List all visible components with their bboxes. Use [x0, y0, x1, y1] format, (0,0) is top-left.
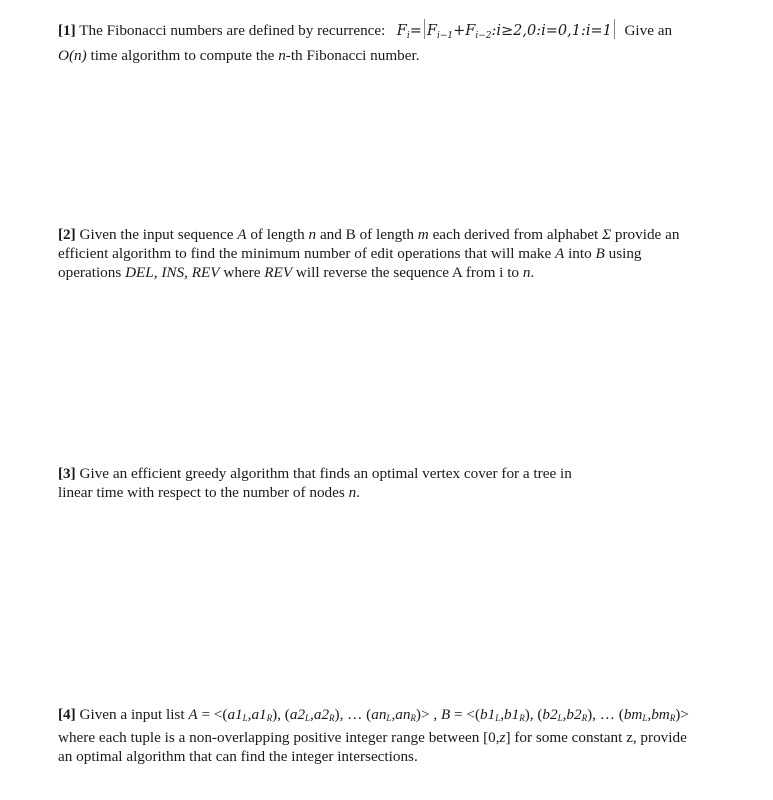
- question-number: [2]: [58, 226, 76, 243]
- question-4-line-3: an optimal algorithm that can find the integer intersections.: [58, 748, 418, 765]
- question-1-line-2: O(n) time algorithm to compute the n-th Fibonacci number.: [58, 47, 420, 64]
- question-3-line-1: [3] Give an efficient greedy algorithm that finds an optimal vertex cover for a tree in: [58, 465, 572, 482]
- question-3-line-2: linear time with respect to the number of nodes n.: [58, 484, 360, 501]
- question-2-line-1: [2] Given the input sequence A of length n and B of length m each derived from alphabet Σ provide an: [58, 226, 680, 243]
- question-2-line-2: efficient algorithm to find the minimum number of edit operations that will make A into B using: [58, 245, 642, 262]
- fibonacci-recurrence-formula: $F_i=$ $F_{i-1}+F_{i-2}:i\ge 2,0:i=0,1:i=1$: [397, 23, 617, 39]
- formula-bracket-left: [424, 19, 425, 39]
- question-4-line-2: where each tuple is a non-overlapping positive integer range between [0,z] for some constant z, provide: [58, 729, 687, 746]
- question-number: [4]: [58, 706, 76, 723]
- question-number: [1]: [58, 22, 76, 39]
- question-2: [58, 225, 728, 282]
- question-1: [58, 19, 728, 65]
- question-4-line-1: [4] Given a input list A = <(a1L,a1R), (a2L,a2R), … (anL,anR)> , B = <(b1L,b1R), (b2L,b2R), … (bmL,bmR)>: [58, 706, 689, 723]
- question-text: Give an: [624, 22, 673, 39]
- formula-bracket-right: [614, 19, 615, 39]
- question-text: The Fibonacci numbers are defined by recurrence:: [75, 22, 386, 39]
- question-1-line-1: [58, 19, 728, 46]
- question-3: [58, 464, 728, 502]
- question-2-line-3: operations DEL, INS, REV where REV will reverse the sequence A from i to n.: [58, 264, 535, 281]
- question-number: [3]: [58, 465, 76, 482]
- question-4: [58, 705, 728, 766]
